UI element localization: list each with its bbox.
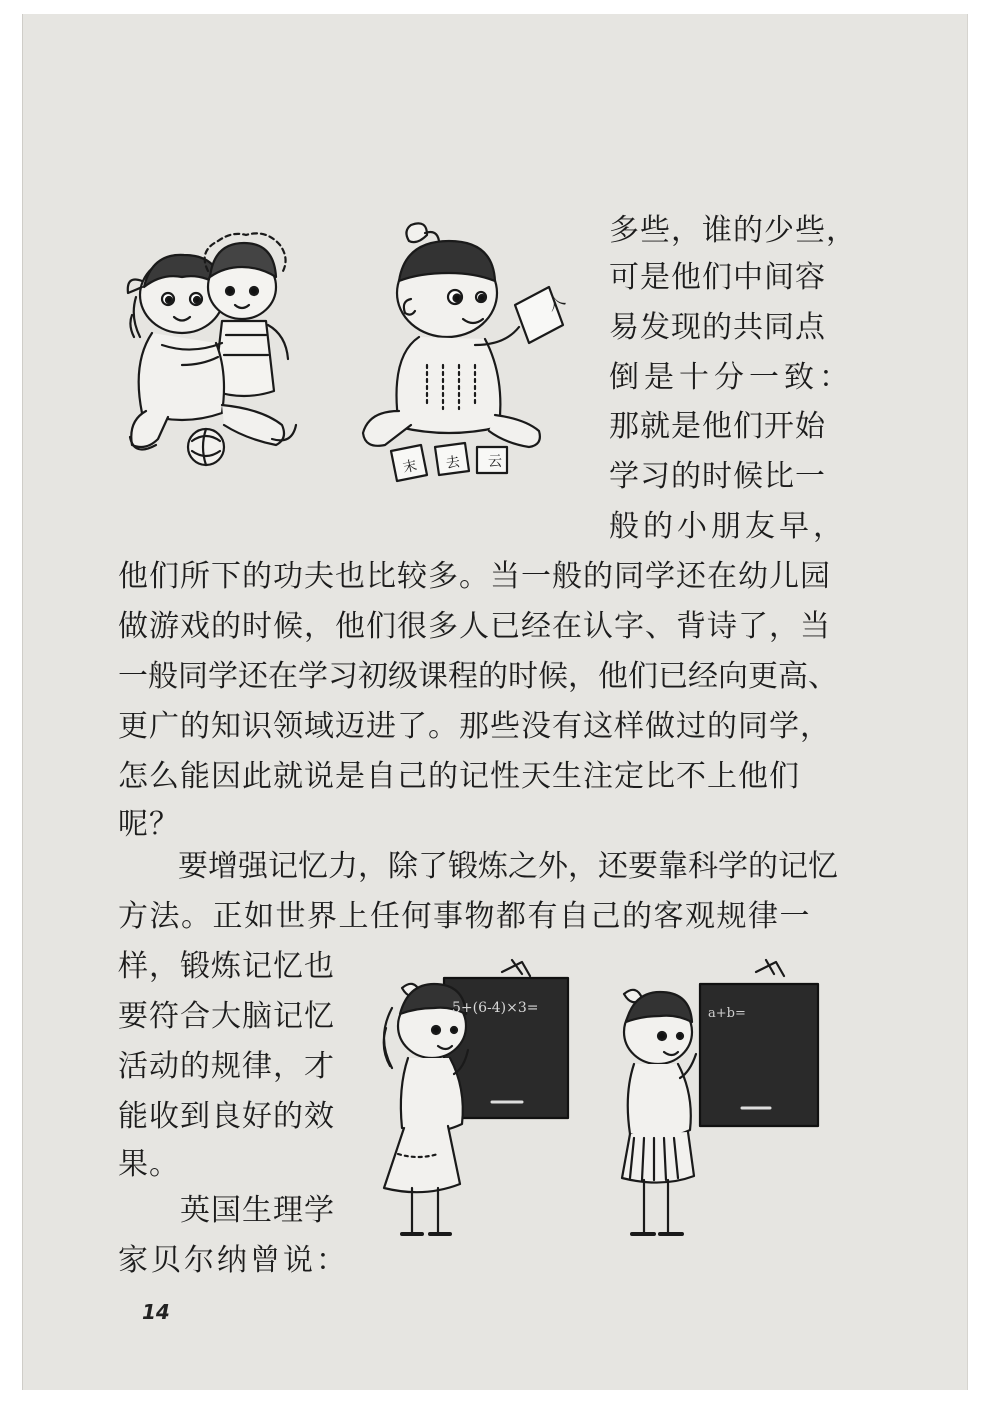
body-line: 活动的规律，才 (118, 1049, 335, 1084)
body-line: 怎么能因此就说是自己的记性天生注定比不上他们 (118, 759, 800, 794)
body-line: 多些，谁的少些， (609, 213, 857, 248)
floor-card-label-3: 云 (488, 454, 503, 470)
body-line: 样，锻炼记忆也 (118, 949, 335, 984)
body-line: 家贝尔纳曾说： (118, 1243, 349, 1278)
body-line: 他们所下的功夫也比较多。当一般的同学还在幼儿园 (118, 559, 831, 594)
body-line: 果。 (118, 1147, 180, 1182)
body-line: 般的小朋友早， (609, 509, 847, 544)
body-line: 那就是他们开始 (609, 409, 826, 444)
left-blackboard-text: 5+(6-4)×3= (452, 1000, 539, 1016)
body-line: 方法。正如世界上任何事物都有自己的客观规律一 (118, 899, 811, 934)
right-blackboard-text: a+b= (708, 1006, 746, 1021)
body-line: 可是他们中间容 (609, 260, 826, 295)
card-in-hand-label: 人 (542, 287, 570, 316)
girl-with-doll-illustration (122, 225, 322, 475)
body-line: 更广的知识领域迈进了。那些没有这样做过的同学， (118, 709, 831, 744)
child-with-card-illustration (355, 215, 585, 495)
body-line: 学习的时候比一 (609, 459, 826, 494)
body-line: 易发现的共同点 (609, 310, 826, 345)
floor-card-label-2: 去 (444, 454, 463, 472)
body-line: 能收到良好的效 (118, 1099, 335, 1134)
girls-at-blackboards-illustration (362, 958, 822, 1258)
body-line: 倒是十分一致： (609, 360, 854, 395)
body-line: 要符合大脑记忆 (118, 999, 335, 1034)
floor-card-label-1: 末 (401, 457, 420, 477)
body-line: 呢？ (118, 807, 180, 842)
body-line: 一般同学还在学习初级课程的时候，他们已经向更高、 (118, 659, 838, 694)
body-line: 要增强记忆力，除了锻炼之外，还要靠科学的记忆 (118, 849, 838, 884)
page-number: 14 (142, 1300, 170, 1324)
body-line: 英国生理学 (118, 1193, 335, 1228)
body-line: 做游戏的时候，他们很多人已经在认字、背诗了，当 (118, 609, 831, 644)
